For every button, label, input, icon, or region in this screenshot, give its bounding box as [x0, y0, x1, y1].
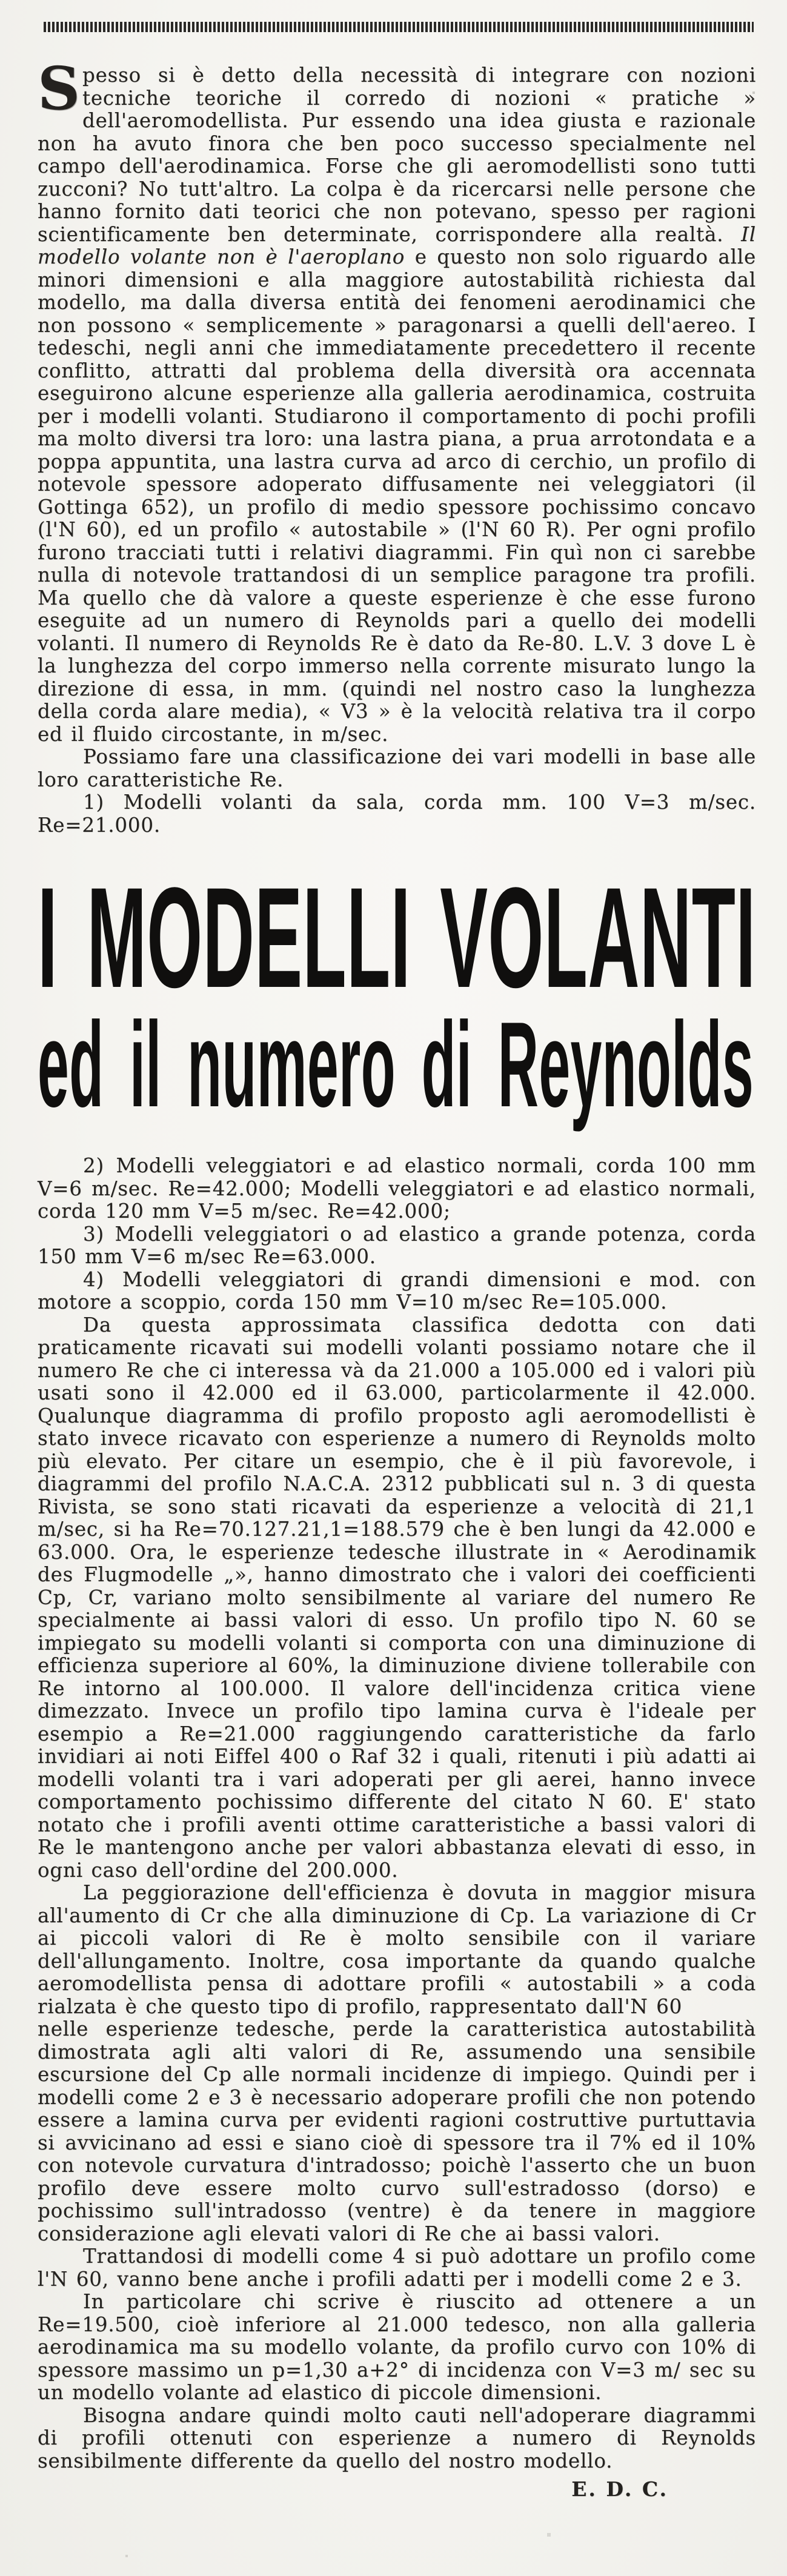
paragraph-bisogna: Bisogna andare quindi molto cauti nell'adoperare diagrammi di profili ottenuti con esperienze a numero di Reynolds sensibilmente differente da quello del nostro modello.: [38, 2403, 756, 2472]
classification-item-2: 2) Modelli veleggiatori e ad elastico normali, corda 100 mm V=6 m/sec. Re=42.000; Modelli veleggiatori e ad elastico normali, corda 120 mm V=5 m/sec. Re=42.000;: [38, 1154, 756, 1223]
intro-section: [38, 54, 757, 837]
article-title: [38, 858, 756, 1132]
paragraph-in-particolare: In particolare chi scrive è riuscito ad ottenere a un Re=19.500, cioè inferiore al 21.000 tedesco, non alla galleria aerodinamica ma su modello volante, da profilo curvo con 10% di spessore massimo un p=1,30 a+2° di incidenza con V=3 m/ sec su un modello volante ad elastico di piccole dimensioni.: [38, 2290, 756, 2404]
article-body-section: [38, 1155, 756, 2501]
author-initials: E. D. C.: [571, 2477, 668, 2501]
decorative-hatched-rule: [44, 22, 754, 32]
paragraph-classifica: Da questa approssimata classifica dedotta con dati praticamente ricavati sui modelli volanti possiamo notare che il numero Re che ci interessa và da 21.000 a 105.000 ed i valori più usati sono il 42.000 ed il 63.000, particolarmente il 42.000. Qualunque diagramma di profilo proposto agli aeromodellisti è stato invece ricavato con esperienze a numero di Reynolds molto più elevato. Per citare un esempio, che è il più favorevole, i diagrammi del profilo N.A.C.A. 2312 pubblicati sul n. 3 di questa Rivista, se sono stati ricavati da esperienze a velocità di 21,1 m/sec, si ha Re=70.127.21,1=188.579 che è ben lungi da 42.000 e 63.000. Ora, le esperienze tedesche illustrate in « Aerodinamik des Flugmodelle „», hanno dimostrato che i valori dei coefficienti Cp, Cr, variano molto sensibilmente al variare del numero Re specialmente ai bassi valori di esso. Un profilo tipo N. 60 se impiegato su modelli volanti si comporta con una diminuzione di efficienza superiore al 60%, la diminuzione diviene tollerabile con Re intorno al 100.000. Il valore dell'incidenza critica viene dimezzato. Invece un profilo tipo lamina curva è l'ideale per esempio a Re=21.000 raggiungendo caratteristiche da farlo invidiari ai noti Eiffel 400 o Raf 32 i quali, ritenuti i più adatti ai modelli volanti tra i vari adoperati per gli aerei, hanno invece comportamento pochissimo differente del citato N 60. E' stato notato che i profili aventi ottime caratteristiche a bassi valori di Re le mantengono anche per valori abbastanza elevati di esso, in ogni caso dell'ordine del 200.000.: [38, 1313, 756, 1882]
intro-text-1: pesso si è detto della necessità di integrare con nozioni tecniche teoriche il corredo di nozioni « pratiche » dell'aeromodellista. Pur essendo una idea giusta e razionale non ha avuto finora che ben poco successo specialmente nel campo dell'aerodinamica. Forse che gli aeromodellisti sono tutti zucconi? No tutt'altro. La colpa è da ricercarsi nelle persone che hanno fornito dati teorici che non potevano, spesso per ragioni scientificamente ben determinate, corrispondere alla realtà.: [38, 64, 756, 246]
intro-text-2: e questo non solo riguardo alle minori dimensioni e alla maggiore autostabilità richiesta dal modello, ma dalla diversa entità dei fenomeni aerodinamici che non possono « semplicemente » paragonarsi a quelli dell'aereo. I tedeschi, negli anni che immediatamente precedettero il recente conflitto, attratti dal problema della diversità ora accennata eseguirono alcune esperienze alla galleria aerodinamica, costruita per i modelli volanti. Studiarono il comportamento di pochi profili ma molto diversi tra loro: una lastra piana, a prua arrotondata e a poppa appuntita, una lastra curva ad arco di cerchio, un profilo di notevole spessore adoperato diffusamente nei veleggiatori (il Gottinga 652), un profilo di medio spessore pochissimo concavo (l'N 60), ed un profilo « autostabile » (l'N 60 R). Per ogni profilo furono tracciati tutti i relativi diagrammi. Fin quì non ci sarebbe nulla di notevole trattandosi di un semplice paragone tra profili. Ma quello che dà valore a queste esperienze è che esse furono eseguite ad un numero di Reynolds pari a quello dei modelli volanti. Il numero di Reynolds Re è dato da Re-80. L.V. 3 dove L è la lunghezza del corpo immerso nella corrente misurato lungo la direzione di essa, in mm. (quindi nel nostro caso la lunghezza della corda alare media), « V3 » è la velocità relativa tra il corpo ed il fluido circostante, in m/sec.: [38, 245, 757, 746]
dropcap-letter: S: [38, 54, 81, 123]
classification-intro-paragraph: Possiamo fare una classificazione dei vari modelli in base alle loro caratteristiche Re.: [38, 745, 756, 791]
title-line-1: [38, 858, 756, 1018]
classification-item-1: 1) Modelli volanti da sala, corda mm. 100 V=3 m/sec. Re=21.000.: [38, 791, 756, 837]
title-line-2-text: ed il numero di Reynolds: [38, 997, 754, 1132]
intro-italic-phrase: Il modello volante non è l'aeroplano: [38, 222, 756, 268]
title-line-1-text: I MODELLI VOLANTI: [38, 858, 756, 1018]
paragraph-peggiorazione: La peggiorazione dell'efficienza è dovuta in maggior misura all'aumento di Cr che alla diminuzione di Cp. La variazione di Cr ai piccoli valori di Re è molto sensibile con il variare dell'allungamento. Inoltre, cosa importante da quando qualche aeromodellista pensa di adottare profili « autostabili » a coda rialzata è che questo tipo di profilo, rappresentato dall'N 60: [38, 1881, 756, 2018]
scan-noise-speckles: [0, 0, 1, 1]
paragraph-trattandosi: Trattandosi di modelli come 4 si può adottare un profilo come l'N 60, vanno bene anche i profili adatti per i modelli come 2 e 3.: [38, 2245, 756, 2291]
classification-item-4: 4) Modelli veleggiatori di grandi dimensioni e mod. con motore a scoppio, corda 150 mm V=10 m/sec Re=105.000.: [38, 1267, 756, 1313]
title-line-2: [38, 997, 756, 1132]
intro-paragraph: [38, 54, 757, 746]
classification-item-3: 3) Modelli veleggiatori o ad elastico a grande potenza, corda 150 mm V=6 m/sec Re=63.000.: [38, 1222, 756, 1268]
paragraph-esperienze-tedesche: nelle esperienze tedesche, perde la caratteristica autostabilità dimostrata agli alti valori di Re, assumendo una sensibile escursione del Cp alle normali incidenze di impiego. Quindi per i modelli come 2 e 3 è necessario adoperare profili che non potendo essere a lamina curva per evidenti ragioni costruttive purtuttavia si avvicinano ad essi e siano cioè di spessore tra il 7% ed il 10% con notevole curvatura d'intradosso; poichè l'asserto che un buon profilo deve essere molto curvo sull'estradosso (dorso) e pochissimo sull'intradosso (ventre) è da tenere in maggiore considerazione agli elevati valori di Re che ai bassi valori.: [38, 2017, 756, 2245]
